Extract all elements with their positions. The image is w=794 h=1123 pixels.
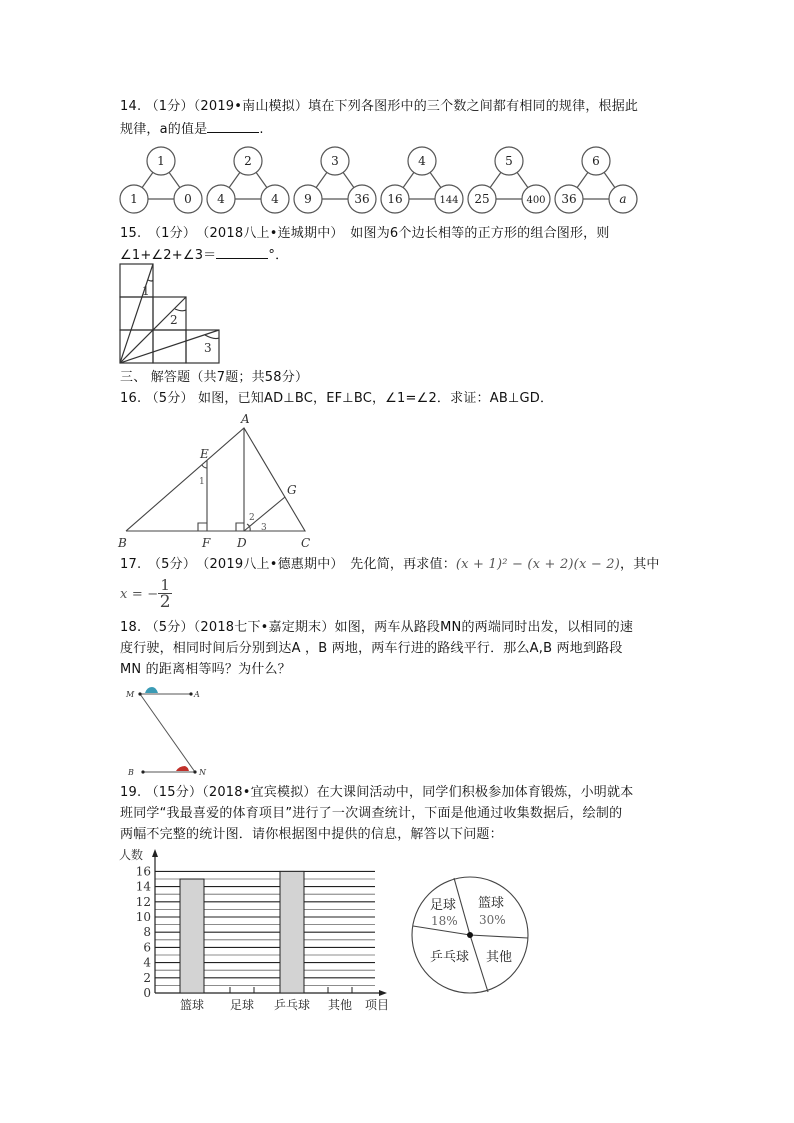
svg-text:0: 0 — [143, 986, 151, 1000]
car-top-icon — [145, 687, 158, 693]
svg-text:项目: 项目 — [364, 998, 390, 1012]
q15-squares-figure — [118, 262, 222, 366]
number-triangle — [555, 147, 637, 213]
section-3-heading: 三、 解答题（共7题；共58分） — [120, 370, 309, 385]
svg-text:C: C — [301, 536, 311, 550]
q19-bar-chart — [115, 845, 395, 1015]
number-triangle — [468, 147, 550, 213]
svg-text:F: F — [202, 536, 211, 550]
svg-text:A: A — [241, 412, 250, 426]
q18-road-figure — [115, 680, 215, 780]
svg-text:乒乓球: 乒乓球 — [273, 998, 311, 1012]
svg-text:A: A — [194, 690, 200, 699]
svg-text:16: 16 — [387, 192, 403, 206]
number-triangle — [207, 147, 289, 213]
svg-text:16: 16 — [135, 864, 151, 879]
svg-text:9: 9 — [304, 192, 312, 206]
q19-pie-chart — [400, 860, 540, 1000]
q17-fraction: $\frac{1}{2}$ — [159, 576, 171, 612]
svg-text:36: 36 — [354, 192, 370, 206]
svg-text:14: 14 — [135, 879, 151, 894]
svg-text:144: 144 — [439, 195, 459, 206]
q16-triangle-figure — [110, 410, 330, 555]
q19-text-line3: 两幅不完整的统计图．请你根据图中提供的信息，解答以下问题： — [120, 827, 503, 842]
svg-text:1: 1 — [142, 284, 150, 298]
q17-text-line1: 17. （5分） （2019八上•德惠期中） 先化简，再求值：(x + 1)² − (x + 2)(x − 2)，其中 — [120, 557, 660, 572]
q14-prompt: 规律，a的值是 — [120, 122, 208, 137]
q18-text-line2: 度行驶，相同时间后分别到达A ，B 两地，两车行进的路线平行．那么A,B 两地到路段 — [120, 641, 623, 656]
svg-text:400: 400 — [526, 195, 546, 206]
svg-text:4: 4 — [271, 192, 279, 206]
svg-text:其他: 其他 — [327, 998, 353, 1012]
svg-text:2: 2 — [143, 970, 151, 985]
svg-text:4: 4 — [217, 192, 225, 206]
svg-text:0: 0 — [184, 192, 192, 206]
q15-text-line2: ∠1+∠2+∠3＝ °． — [120, 248, 289, 263]
svg-text:36: 36 — [561, 192, 577, 206]
svg-text:2: 2 — [170, 313, 178, 327]
number-triangle — [381, 147, 463, 213]
svg-text:G: G — [287, 483, 297, 497]
svg-text:篮球: 篮球 — [478, 896, 505, 911]
svg-text:18%: 18% — [431, 914, 458, 928]
svg-text:30%: 30% — [479, 913, 506, 927]
svg-text:3: 3 — [204, 341, 212, 355]
q19-text-line2: 班同学“我最喜爱的体育项目”进行了一次调查统计，下面是他通过收集数据后，绘制的 — [120, 806, 623, 821]
svg-text:25: 25 — [474, 192, 490, 206]
q14-answer-blank[interactable] — [207, 120, 259, 133]
svg-text:其他: 其他 — [486, 950, 513, 965]
svg-text:2: 2 — [249, 513, 255, 523]
q17-expression: (x + 1)² − (x + 2)(x − 2) — [455, 557, 620, 572]
svg-text:N: N — [199, 768, 206, 777]
svg-text:篮球: 篮球 — [179, 998, 205, 1012]
q17-text-line2: x = − $\frac{1}{2}$ — [120, 576, 171, 612]
svg-text:6: 6 — [592, 154, 600, 168]
svg-text:1: 1 — [130, 192, 138, 206]
car-bottom-icon — [176, 766, 189, 771]
svg-text:B: B — [118, 536, 127, 550]
q18-text-line3: MN 的距离相等吗？为什么？ — [120, 662, 291, 677]
svg-text:4: 4 — [143, 955, 151, 970]
svg-text:M: M — [126, 690, 135, 699]
q15-text-line1: 15. （1分） （2018八上•连城期中） 如图为6个边长相等的正方形的组合图形，则 — [120, 226, 610, 241]
svg-text:D: D — [237, 536, 247, 550]
svg-text:a: a — [619, 192, 627, 206]
svg-text:12: 12 — [135, 894, 151, 909]
number-triangle — [294, 147, 376, 213]
q19-text-line1: 19. （15分）（2018•宜宾模拟）在大课间活动中，同学们积极参加体育锻炼，小明就本 — [120, 785, 634, 800]
q16-text-line1: 16. （5分） 如图，已知AD⊥BC，EF⊥BC，∠1=∠2．求证：AB⊥GD． — [120, 391, 554, 406]
svg-text:人数: 人数 — [119, 848, 144, 862]
svg-text:5: 5 — [505, 154, 513, 168]
svg-text:1: 1 — [199, 477, 205, 487]
svg-text:B: B — [128, 768, 134, 777]
q14-text-line1: 14. （1分）（2019•南山模拟）填在下列各图形中的三个数之间都有相同的规律，根据此 — [120, 99, 639, 114]
svg-text:E: E — [200, 447, 209, 461]
svg-text:3: 3 — [331, 154, 339, 168]
q14-triangle-figures — [118, 145, 638, 217]
svg-text:乒乓球: 乒乓球 — [430, 950, 470, 965]
svg-text:6: 6 — [143, 940, 151, 955]
svg-text:2: 2 — [244, 154, 252, 168]
svg-text:1: 1 — [157, 154, 165, 168]
svg-text:8: 8 — [143, 925, 151, 940]
svg-text:3: 3 — [261, 523, 267, 533]
svg-text:4: 4 — [418, 154, 426, 168]
q15-answer-blank[interactable] — [216, 246, 268, 259]
svg-text:足球: 足球 — [430, 898, 457, 913]
number-triangle — [120, 147, 202, 213]
svg-text:10: 10 — [135, 910, 151, 924]
svg-text:足球: 足球 — [229, 998, 255, 1012]
q14-text-line2: 规律，a的值是 . — [120, 122, 264, 137]
q18-text-line1: 18. （5分）（2018七下•嘉定期末）如图，两车从路段MN的两端同时出发，以相同的速 — [120, 620, 634, 635]
